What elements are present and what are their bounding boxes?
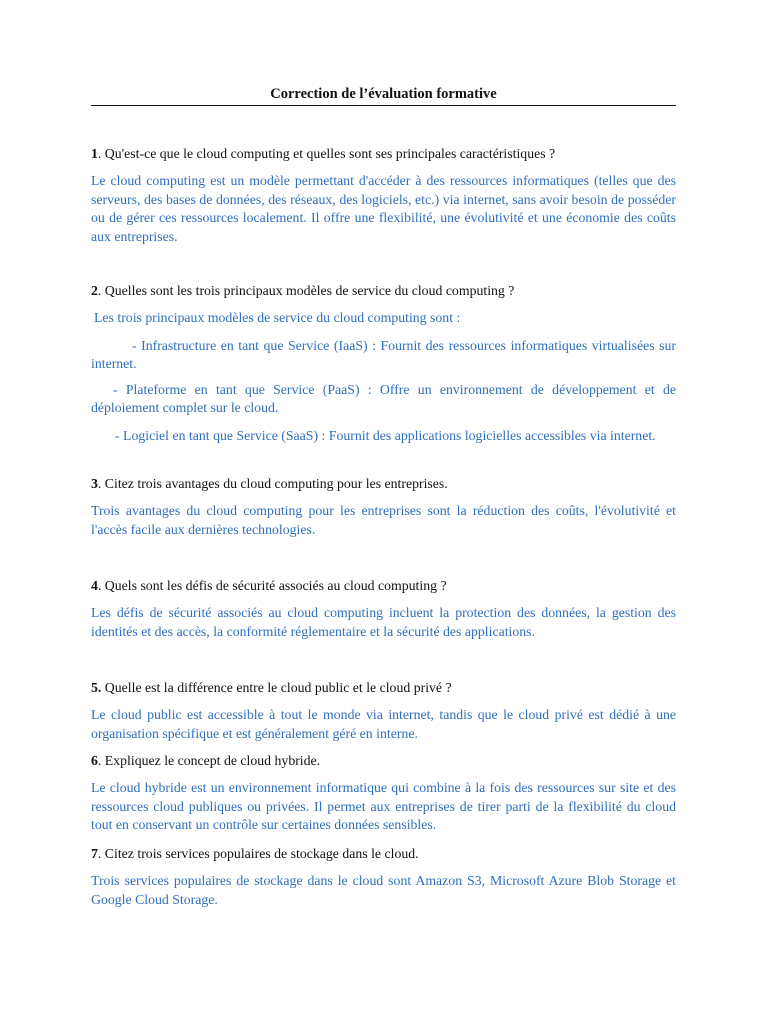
question-number: 7 [91, 846, 98, 861]
question-4 [91, 577, 676, 595]
answer-1: Le cloud computing est un modèle permettant d'accéder à des ressources informatiques (telles que des serveurs, des bases de données, des réseaux, des logiciels, etc.) via internet, sans avoir besoin de posséder ou de gérer ces ressources localement. Il offre une flexibilité, une évolutivité et une économie des coûts aux entreprises. [91, 173, 676, 244]
question-text: . Qu'est-ce que le cloud computing et quelles sont ses principales caractéristiques ? [97, 146, 556, 161]
question-block-2 [91, 282, 676, 445]
question-1 [91, 145, 676, 163]
question-block-5 [91, 679, 676, 743]
question-block-7 [91, 845, 676, 909]
question-7 [91, 845, 676, 863]
answer-2-intro: Les trois principaux modèles de service du cloud computing sont : [94, 310, 461, 325]
question-block-3 [91, 475, 676, 539]
question-3 [91, 475, 676, 493]
question-number: 6 [91, 753, 98, 768]
question-number: 5. [91, 680, 102, 695]
question-text: . Expliquez le concept de cloud hybride. [97, 753, 321, 768]
question-number: 1 [91, 146, 98, 161]
answer-3: Trois avantages du cloud computing pour les entreprises sont la réduction des coûts, l'évolutivité et l'accès facile aux dernières technologies. [91, 503, 676, 537]
question-5 [91, 679, 676, 697]
document-page [91, 84, 676, 106]
answer-2-item-paas: - Plateforme en tant que Service (PaaS) : Offre un environnement de développement et de déploiement complet sur le cloud. [91, 381, 676, 415]
question-block-4 [91, 577, 676, 641]
question-6 [91, 752, 676, 770]
question-text: . Quelles sont les trois principaux modèles de service du cloud computing ? [97, 283, 515, 298]
question-number: 2 [91, 283, 98, 298]
question-text: . Quels sont les défis de sécurité associés au cloud computing ? [97, 578, 447, 593]
question-text: . Citez trois services populaires de stockage dans le cloud. [97, 846, 419, 861]
answer-6: Le cloud hybride est un environnement informatique qui combine à la fois des ressources sur site et des ressources cloud publiques ou privées. Il permet aux entreprises de tirer parti de la flexibilité du cloud tout en conservant un contrôle sur certaines données sensibles. [91, 780, 676, 832]
question-block-1 [91, 145, 676, 246]
answer-7: Trois services populaires de stockage dans le cloud sont Amazon S3, Microsoft Azure Blob Storage et Google Cloud Storage. [91, 873, 676, 907]
question-text: Quelle est la différence entre le cloud public et le cloud privé ? [101, 680, 452, 695]
answer-2-item-saas: - Logiciel en tant que Service (SaaS) : Fournit des applications logicielles accessibles via internet. [115, 427, 656, 443]
answer-2-item-iaas: - Infrastructure en tant que Service (IaaS) : Fournit des ressources informatiques virtualisées sur internet. [91, 337, 676, 371]
answer-5: Le cloud public est accessible à tout le monde via internet, tandis que le cloud privé est dédié à une organisation spécifique et est généralement géré en interne. [91, 707, 676, 741]
answer-4: Les défis de sécurité associés au cloud computing incluent la protection des données, la gestion des identités et des accès, la conformité réglementaire et la sécurité des applications. [91, 605, 676, 639]
question-block-6 [91, 752, 676, 835]
question-text: . Citez trois avantages du cloud computing pour les entreprises. [97, 476, 448, 491]
question-number: 4 [91, 578, 98, 593]
question-2 [91, 282, 676, 300]
question-number: 3 [91, 476, 98, 491]
document-title: Correction de l’évaluation formative [91, 84, 676, 106]
